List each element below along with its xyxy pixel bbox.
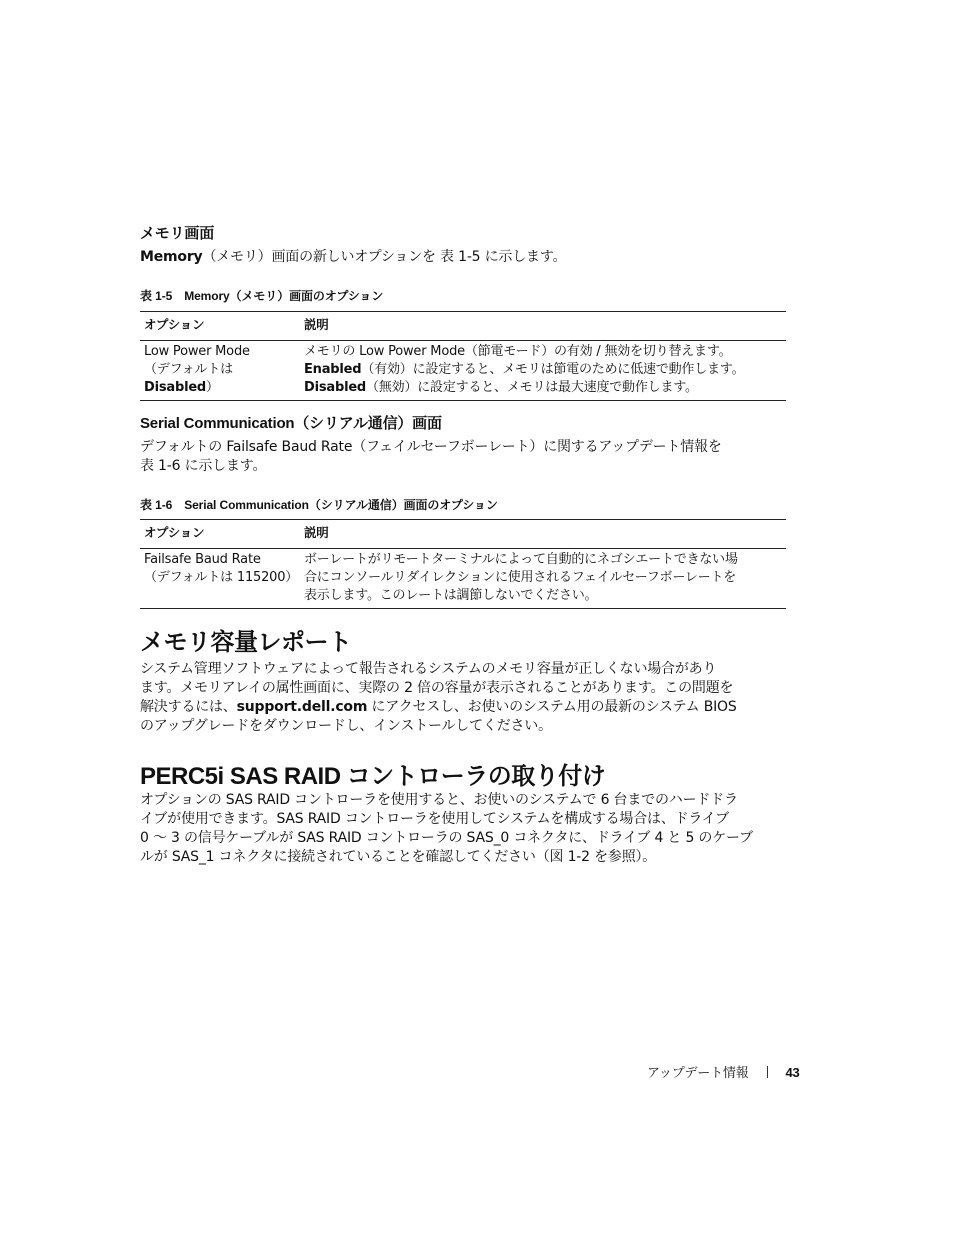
body-line: オプションの SAS RAID コントローラを使用すると、お使いのシステムで 6 台までのハードドラ bbox=[140, 792, 738, 808]
caption-text: Memory（メモリ）画面のオプション bbox=[184, 289, 384, 303]
perc-section-body bbox=[140, 791, 816, 867]
footer-divider bbox=[767, 1066, 768, 1078]
memory-screen-heading: メモリ画面 bbox=[140, 224, 215, 242]
perc-section-heading: PERC5i SAS RAID コントローラの取り付け bbox=[140, 763, 606, 790]
support-url: support.dell.com bbox=[236, 699, 368, 715]
caption-text: Serial Communication（シリアル通信）画面のオプション bbox=[184, 498, 498, 512]
col-description-header: 説明 bbox=[300, 312, 786, 341]
table-1-5-caption bbox=[140, 287, 383, 304]
description-cell bbox=[300, 549, 786, 609]
option-default: （デフォルトは 115200） bbox=[144, 570, 299, 585]
memory-bold-label: Memory bbox=[140, 249, 203, 265]
table-header-row bbox=[140, 520, 786, 549]
option-name: Failsafe Baud Rate bbox=[144, 552, 261, 567]
table-row bbox=[140, 341, 786, 401]
option-cell bbox=[140, 549, 300, 609]
description-text: （有効）に設定すると、メモリは節電のために低速で動作します。 bbox=[361, 362, 745, 377]
disabled-label: Disabled bbox=[304, 380, 367, 395]
intro-line: デフォルトの Failsafe Baud Rate（フェイルセーフボーレート）に関するアップデート情報を bbox=[140, 439, 722, 455]
body-line bbox=[140, 698, 816, 717]
table-row bbox=[140, 549, 786, 609]
intro-line: 表 1-6 に示します。 bbox=[140, 458, 267, 474]
option-default-value bbox=[144, 379, 296, 397]
description-line bbox=[304, 379, 782, 397]
serial-options-table bbox=[140, 519, 786, 609]
serial-screen-heading: Serial Communication（シリアル通信）画面 bbox=[140, 415, 442, 432]
body-line: 0 ～ 3 の信号ケーブルが SAS RAID コントローラの SAS_0 コネクタに、ドライブ 4 と 5 のケーブ bbox=[140, 830, 753, 846]
default-value-bold: Disabled bbox=[144, 380, 207, 395]
caption-number: 表 1-6 bbox=[140, 498, 173, 512]
option-cell bbox=[140, 341, 300, 401]
enabled-label: Enabled bbox=[304, 362, 362, 377]
table-header-row bbox=[140, 312, 786, 341]
page-number: 43 bbox=[785, 1065, 800, 1080]
option-name: Low Power Mode bbox=[144, 344, 250, 359]
page-footer bbox=[647, 1062, 800, 1081]
description-line: ボーレートがリモートターミナルによって自動的にネゴシエートできない場 bbox=[304, 552, 738, 567]
memory-options-table bbox=[140, 311, 786, 401]
body-line: システム管理ソフトウェアによって報告されるシステムのメモリ容量が正しくない場合があり bbox=[140, 661, 717, 677]
serial-screen-intro bbox=[140, 438, 816, 476]
footer-section-label: アップデート情報 bbox=[647, 1066, 749, 1081]
col-option-header: オプション bbox=[140, 312, 300, 341]
body-text: にアクセスし、お使いのシステム用の最新のシステム BIOS bbox=[367, 699, 737, 715]
body-line: ルが SAS_1 コネクタに接続されていることを確認してください（図 1-2 を参照）。 bbox=[140, 849, 657, 865]
option-default-prefix: （デフォルトは bbox=[144, 362, 233, 377]
body-text: 解決するには、 bbox=[140, 699, 237, 715]
body-line: イブが使用できます。SAS RAID コントローラを使用してシステムを構成する場合は、ドライブ bbox=[140, 811, 729, 827]
description-text: （無効）に設定すると、メモリは最大速度で動作します。 bbox=[366, 380, 698, 395]
memory-report-body bbox=[140, 660, 816, 736]
memory-screen-intro bbox=[140, 248, 816, 267]
description-line: 表示します。このレートは調節しないでください。 bbox=[304, 588, 598, 603]
memory-intro-rest: （メモリ）画面の新しいオプションを 表 1-5 に示します。 bbox=[202, 249, 567, 265]
description-line: 合にコンソールリダイレクションに使用されるフェイルセーフボーレートを bbox=[304, 570, 737, 585]
description-line bbox=[304, 361, 782, 379]
body-line: のアップグレードをダウンロードし、インストールしてください。 bbox=[140, 718, 552, 734]
table-1-6-caption bbox=[140, 496, 498, 513]
col-option-header: オプション bbox=[140, 520, 300, 549]
col-description-header: 説明 bbox=[300, 520, 786, 549]
body-line: ます。メモリアレイの属性画面に、実際の 2 倍の容量が表示されることがあります。この問題を bbox=[140, 680, 734, 696]
description-line: メモリの Low Power Mode（節電モード）の有効 / 無効を切り替えます。 bbox=[304, 344, 732, 359]
memory-report-heading: メモリ容量レポート bbox=[140, 628, 352, 656]
default-value-close: ） bbox=[206, 380, 219, 395]
description-cell bbox=[300, 341, 786, 401]
caption-number: 表 1-5 bbox=[140, 289, 173, 303]
